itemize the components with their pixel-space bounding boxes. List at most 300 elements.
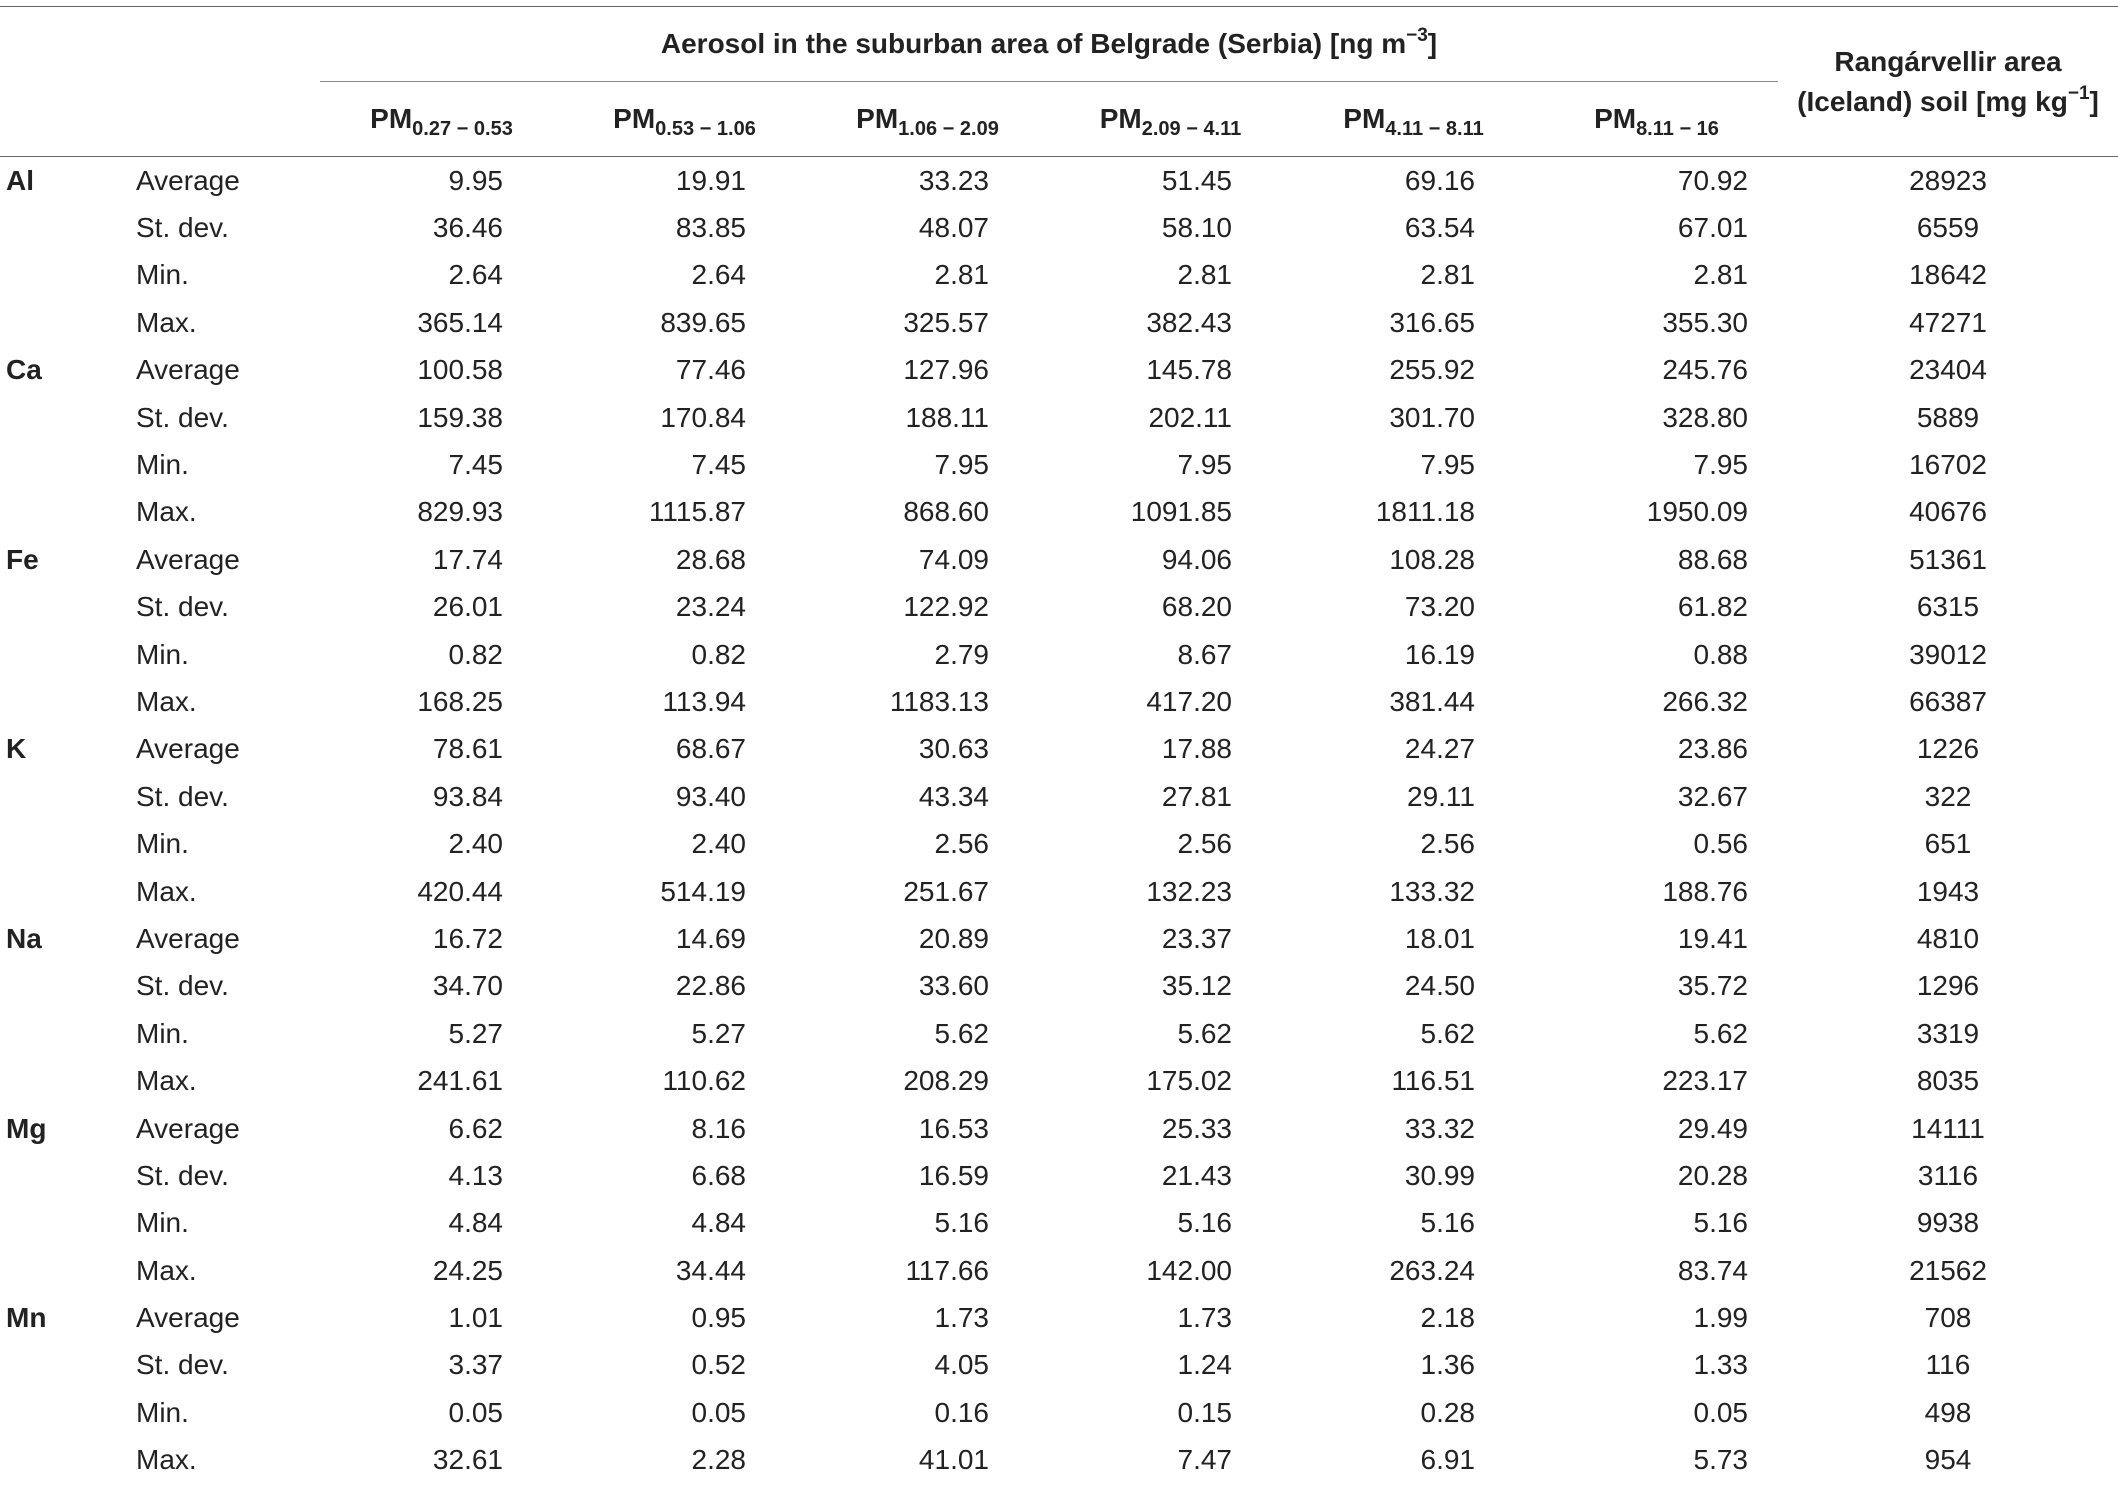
table-row [0, 1437, 2118, 1484]
statistic-label: Max. [136, 875, 197, 907]
pm-value-cell: 26.01 [432, 591, 503, 623]
table-row [0, 299, 2118, 346]
pm-value-cell: 18.01 [1404, 922, 1475, 954]
iceland-value-cell: 18642 [1909, 259, 1987, 291]
pm-value-cell: 0.15 [1177, 1396, 1232, 1428]
iceland-value-cell: 651 [1924, 828, 1972, 860]
iceland-value-cell: 1226 [1916, 733, 1980, 765]
table-row [0, 1294, 2118, 1341]
pm-value-cell: 22.86 [675, 970, 746, 1002]
pm-value-cell: 78.61 [432, 733, 503, 765]
statistic-label: Average [136, 543, 240, 575]
pm-value-cell: 33.60 [918, 970, 989, 1002]
statistic-label: St. dev. [136, 401, 229, 433]
pm-value-cell: 381.44 [1389, 685, 1475, 717]
pm-size-range: 8.11 − 16 [1636, 118, 1719, 140]
table-row [0, 963, 2118, 1010]
aerosol-unit-exponent: −3 [1406, 25, 1428, 46]
pm-value-cell: 30.99 [1404, 1159, 1475, 1191]
pm-value-cell: 16.19 [1404, 638, 1475, 670]
pm-value-cell: 0.95 [691, 1302, 746, 1334]
iceland-value-cell: 39012 [1909, 638, 1987, 670]
pm-value-cell: 0.52 [691, 1349, 746, 1381]
pm-value-cell: 17.74 [432, 543, 503, 575]
element-symbol [0, 1389, 130, 1436]
pm-value-cell: 255.92 [1389, 354, 1475, 386]
pm-value-cell: 93.84 [432, 780, 503, 812]
table-row [0, 1389, 2118, 1436]
element-symbol [0, 820, 130, 867]
element-symbol [0, 1057, 130, 1104]
aerosol-title-close: ] [1427, 28, 1438, 59]
pm-value-cell: 16.72 [432, 922, 503, 954]
element-symbol: Al [6, 164, 34, 196]
element-symbol [0, 773, 130, 820]
element-symbol [0, 584, 130, 631]
statistic-label: Max. [136, 1065, 197, 1097]
pm-value-cell: 83.74 [1677, 1254, 1748, 1286]
pm-value-cell: 7.95 [1420, 449, 1475, 481]
pm-value-cell: 839.65 [660, 306, 746, 338]
pm-value-cell: 266.32 [1662, 685, 1748, 717]
statistic-label: Min. [136, 449, 189, 481]
pm-value-cell: 0.05 [448, 1396, 503, 1428]
pm-value-cell: 208.29 [903, 1065, 989, 1097]
element-symbol [0, 1437, 130, 1484]
pm-value-cell: 1.99 [1693, 1302, 1748, 1334]
pm-size-range: 0.27 − 0.53 [412, 118, 513, 140]
iceland-value-cell: 4810 [1916, 922, 1980, 954]
statistic-label: St. dev. [136, 212, 229, 244]
pm-value-cell: 100.58 [417, 354, 503, 386]
iceland-value-cell: 28923 [1909, 164, 1987, 196]
pm-value-cell: 2.81 [1177, 259, 1232, 291]
element-symbol [0, 1342, 130, 1389]
pm-value-cell: 48.07 [918, 212, 989, 244]
pm-value-cell: 24.50 [1404, 970, 1475, 1002]
pm-value-cell: 94.06 [1161, 543, 1232, 575]
pm-value-cell: 328.80 [1662, 401, 1748, 433]
element-symbol: Mn [6, 1302, 47, 1334]
element-symbol [0, 1200, 130, 1247]
iceland-value-cell: 3116 [1917, 1159, 1979, 1191]
pm-value-cell: 4.84 [691, 1207, 746, 1239]
table-row [0, 347, 2118, 394]
pm-value-cell: 35.12 [1161, 970, 1232, 1002]
statistic-label: St. dev. [136, 591, 229, 623]
table-body [0, 157, 2118, 1484]
iceland-value-cell: 66387 [1909, 685, 1987, 717]
pm-value-cell: 23.24 [675, 591, 746, 623]
pm-value-cell: 7.95 [934, 449, 989, 481]
aerosol-title: Aerosol in the suburban area of Belgrade (Serbia) [ng m [660, 28, 1407, 59]
header-blank-stat-2 [130, 82, 320, 157]
statistic-label: Average [136, 922, 240, 954]
pm-value-cell: 0.16 [934, 1396, 989, 1428]
iceland-header-close: ] [2089, 85, 2099, 117]
element-symbol: K [6, 733, 27, 765]
pm-header-5 [1535, 82, 1778, 157]
pm-value-cell: 4.84 [448, 1207, 503, 1239]
pm-value-cell: 51.45 [1161, 164, 1232, 196]
pm-prefix: PM [1343, 103, 1386, 134]
pm-value-cell: 14.69 [675, 922, 746, 954]
pm-value-cell: 7.45 [448, 449, 503, 481]
iceland-value-cell: 23404 [1909, 354, 1987, 386]
pm-value-cell: 6.62 [448, 1112, 503, 1144]
pm-value-cell: 116.51 [1391, 1065, 1475, 1097]
pm-value-cell: 241.61 [417, 1065, 503, 1097]
pm-prefix: PM [370, 103, 413, 134]
pm-value-cell: 1.73 [1177, 1302, 1232, 1334]
pm-value-cell: 188.11 [905, 401, 989, 433]
iceland-value-cell: 21562 [1909, 1254, 1987, 1286]
pm-size-range: 1.06 − 2.09 [898, 118, 999, 140]
iceland-value-cell: 954 [1924, 1444, 1972, 1476]
pm-value-cell: 5.16 [1420, 1207, 1475, 1239]
pm-value-cell: 325.57 [903, 306, 989, 338]
pm-value-cell: 93.40 [675, 780, 746, 812]
statistic-label: Min. [136, 259, 189, 291]
pm-value-cell: 145.78 [1146, 354, 1232, 386]
table-row [0, 1010, 2118, 1057]
table-row [0, 1057, 2118, 1104]
pm-value-cell: 0.56 [1693, 828, 1748, 860]
pm-value-cell: 316.65 [1389, 306, 1475, 338]
table-row [0, 631, 2118, 678]
pm-value-cell: 2.64 [448, 259, 503, 291]
statistic-label: Average [136, 354, 240, 386]
iceland-value-cell: 47271 [1909, 306, 1987, 338]
pm-value-cell: 117.66 [905, 1254, 989, 1286]
header-blank-element-2 [0, 82, 130, 157]
pm-value-cell: 17.88 [1161, 733, 1232, 765]
pm-value-cell: 67.01 [1677, 212, 1748, 244]
table-row [0, 252, 2118, 299]
pm-value-cell: 0.05 [1693, 1396, 1748, 1428]
iceland-value-cell: 9938 [1916, 1207, 1980, 1239]
pm-value-cell: 382.43 [1146, 306, 1232, 338]
pm-value-cell: 58.10 [1161, 212, 1232, 244]
table-row [0, 773, 2118, 820]
statistic-label: Min. [136, 638, 189, 670]
statistic-label: St. dev. [136, 1159, 229, 1191]
pm-value-cell: 4.05 [934, 1349, 989, 1381]
table-header [0, 7, 2118, 157]
pm-value-cell: 5.62 [1177, 1017, 1232, 1049]
pm-value-cell: 69.16 [1404, 164, 1475, 196]
pm-value-cell: 122.92 [903, 591, 989, 623]
pm-value-cell: 1950.09 [1646, 496, 1748, 528]
iceland-value-cell: 16702 [1909, 449, 1987, 481]
pm-value-cell: 25.33 [1161, 1112, 1232, 1144]
pm-size-range: 0.53 − 1.06 [655, 118, 756, 140]
pm-value-cell: 41.01 [918, 1444, 989, 1476]
statistic-label: Average [136, 1112, 240, 1144]
element-symbol [0, 1010, 130, 1057]
pm-value-cell: 36.46 [432, 212, 503, 244]
table-row [0, 820, 2118, 867]
pm-value-cell: 34.70 [432, 970, 503, 1002]
pm-value-cell: 132.23 [1146, 875, 1232, 907]
iceland-value-cell: 1943 [1916, 875, 1980, 907]
pm-value-cell: 202.11 [1148, 401, 1232, 433]
pm-value-cell: 2.40 [448, 828, 503, 860]
pm-value-cell: 829.93 [417, 496, 503, 528]
pm-value-cell: 113.94 [662, 685, 746, 717]
pm-value-cell: 73.20 [1404, 591, 1475, 623]
pm-value-cell: 133.32 [1389, 875, 1475, 907]
element-symbol [0, 678, 130, 725]
statistic-label: St. dev. [136, 970, 229, 1002]
element-symbol [0, 204, 130, 251]
statistic-label: Max. [136, 1444, 197, 1476]
pm-value-cell: 514.19 [660, 875, 746, 907]
table-row [0, 1342, 2118, 1389]
statistic-label: Min. [136, 1396, 189, 1428]
pm-header-0 [320, 82, 563, 157]
pm-prefix: PM [1099, 103, 1142, 134]
pm-value-cell: 223.17 [1662, 1065, 1748, 1097]
iceland-value-cell: 116 [1925, 1349, 1971, 1381]
statistic-label: St. dev. [136, 780, 229, 812]
pm-value-cell: 74.09 [918, 543, 989, 575]
pm-value-cell: 19.41 [1677, 922, 1748, 954]
pm-value-cell: 0.82 [448, 638, 503, 670]
pm-value-cell: 77.46 [675, 354, 746, 386]
pm-value-cell: 2.64 [691, 259, 746, 291]
pm-value-cell: 43.34 [918, 780, 989, 812]
table-row [0, 204, 2118, 251]
element-symbol: Mg [6, 1112, 47, 1144]
pm-value-cell: 251.67 [903, 875, 989, 907]
table-row [0, 157, 2118, 205]
pm-value-cell: 20.28 [1677, 1159, 1748, 1191]
pm-value-cell: 2.56 [1177, 828, 1232, 860]
pm-value-cell: 5.62 [934, 1017, 989, 1049]
statistic-label: Average [136, 164, 240, 196]
pm-value-cell: 1.36 [1420, 1349, 1475, 1381]
pm-value-cell: 19.91 [675, 164, 746, 196]
header-blank-element [0, 7, 130, 82]
pm-prefix: PM [1594, 103, 1637, 134]
statistic-label: Max. [136, 685, 197, 717]
pm-value-cell: 5.27 [691, 1017, 746, 1049]
pm-value-cell: 23.37 [1161, 922, 1232, 954]
pm-value-cell: 7.95 [1177, 449, 1232, 481]
pm-value-cell: 68.20 [1161, 591, 1232, 623]
iceland-soil-header [1778, 7, 2118, 157]
element-symbol: Ca [6, 354, 42, 386]
pm-value-cell: 1091.85 [1130, 496, 1232, 528]
pm-value-cell: 8.16 [691, 1112, 746, 1144]
element-symbol [0, 631, 130, 678]
table-row [0, 394, 2118, 441]
pm-value-cell: 6.91 [1420, 1444, 1475, 1476]
pm-value-cell: 0.82 [691, 638, 746, 670]
pm-value-cell: 5.16 [1177, 1207, 1232, 1239]
iceland-value-cell: 8035 [1916, 1065, 1980, 1097]
pm-value-cell: 108.28 [1389, 543, 1475, 575]
iceland-value-cell: 5889 [1916, 401, 1980, 433]
pm-value-cell: 70.92 [1677, 164, 1748, 196]
iceland-unit-exponent: −1 [2067, 82, 2090, 104]
element-symbol: Na [6, 922, 42, 954]
element-symbol [0, 299, 130, 346]
pm-size-range: 4.11 − 8.11 [1385, 118, 1484, 140]
pm-header-2 [806, 82, 1049, 157]
table-row [0, 1247, 2118, 1294]
pm-value-cell: 68.67 [675, 733, 746, 765]
pm-size-range: 2.09 − 4.11 [1141, 118, 1242, 140]
pm-value-cell: 168.25 [417, 685, 503, 717]
iceland-value-cell: 708 [1924, 1302, 1972, 1334]
iceland-value-cell: 498 [1924, 1396, 1972, 1428]
pm-header-1 [563, 82, 806, 157]
statistic-label: Average [136, 1302, 240, 1334]
element-symbol [0, 868, 130, 915]
pm-value-cell: 63.54 [1404, 212, 1475, 244]
pm-value-cell: 29.49 [1677, 1112, 1748, 1144]
pm-prefix: PM [856, 103, 899, 134]
pm-value-cell: 868.60 [903, 496, 989, 528]
table-row [0, 726, 2118, 773]
pm-value-cell: 1115.87 [648, 496, 746, 528]
pm-value-cell: 20.89 [918, 922, 989, 954]
pm-value-cell: 301.70 [1389, 401, 1475, 433]
pm-value-cell: 5.62 [1420, 1017, 1475, 1049]
pm-value-cell: 7.47 [1177, 1444, 1232, 1476]
pm-value-cell: 420.44 [417, 875, 503, 907]
table-row [0, 489, 2118, 536]
pm-prefix: PM [613, 103, 656, 134]
pm-value-cell: 2.81 [1420, 259, 1475, 291]
element-symbol [0, 489, 130, 536]
table-row [0, 1152, 2118, 1199]
iceland-header-line1: Rangárvellir area [1834, 45, 2062, 77]
pm-value-cell: 110.62 [662, 1065, 746, 1097]
element-symbol [0, 252, 130, 299]
pm-value-cell: 142.00 [1146, 1254, 1232, 1286]
pm-value-cell: 127.96 [903, 354, 989, 386]
pm-value-cell: 3.37 [448, 1349, 503, 1381]
pm-value-cell: 0.28 [1420, 1396, 1475, 1428]
iceland-value-cell: 14111 [1911, 1112, 1985, 1144]
table-row [0, 1200, 2118, 1247]
pm-value-cell: 23.86 [1677, 733, 1748, 765]
table-row [0, 1105, 2118, 1152]
element-symbol: Fe [6, 543, 39, 575]
statistic-label: Max. [136, 496, 197, 528]
pm-value-cell: 263.24 [1389, 1254, 1475, 1286]
pm-value-cell: 188.76 [1662, 875, 1748, 907]
pm-value-cell: 355.30 [1662, 306, 1748, 338]
pm-value-cell: 5.27 [448, 1017, 503, 1049]
table-row [0, 915, 2118, 962]
statistic-label: Max. [136, 1254, 197, 1286]
pm-value-cell: 5.16 [934, 1207, 989, 1239]
pm-value-cell: 1811.18 [1375, 496, 1475, 528]
pm-value-cell: 1.73 [934, 1302, 989, 1334]
pm-value-cell: 32.61 [432, 1444, 503, 1476]
statistic-label: Min. [136, 828, 189, 860]
pm-value-cell: 1183.13 [889, 685, 989, 717]
pm-value-cell: 83.85 [675, 212, 746, 244]
iceland-value-cell: 3319 [1916, 1017, 1980, 1049]
pm-value-cell: 29.11 [1407, 780, 1475, 812]
table-row [0, 868, 2118, 915]
pm-value-cell: 417.20 [1146, 685, 1232, 717]
pm-value-cell: 33.32 [1404, 1112, 1475, 1144]
pm-value-cell: 61.82 [1677, 591, 1748, 623]
pm-value-cell: 2.56 [934, 828, 989, 860]
table-row [0, 536, 2118, 583]
iceland-value-cell: 322 [1924, 780, 1972, 812]
element-symbol [0, 394, 130, 441]
pm-value-cell: 365.14 [417, 306, 503, 338]
element-concentration-table [0, 6, 2118, 1484]
statistic-label: Min. [136, 1017, 189, 1049]
pm-value-cell: 9.95 [448, 164, 503, 196]
pm-value-cell: 8.67 [1177, 638, 1232, 670]
pm-value-cell: 245.76 [1662, 354, 1748, 386]
pm-value-cell: 170.84 [660, 401, 746, 433]
pm-value-cell: 2.56 [1420, 828, 1475, 860]
element-symbol [0, 1247, 130, 1294]
pm-value-cell: 24.25 [432, 1254, 503, 1286]
pm-value-cell: 5.16 [1693, 1207, 1748, 1239]
element-symbol [0, 963, 130, 1010]
pm-value-cell: 2.18 [1420, 1302, 1475, 1334]
header-blank-stat [130, 7, 320, 82]
pm-value-cell: 88.68 [1677, 543, 1748, 575]
iceland-value-cell: 40676 [1909, 496, 1987, 528]
pm-value-cell: 16.59 [918, 1159, 989, 1191]
pm-value-cell: 0.05 [691, 1396, 746, 1428]
pm-value-cell: 28.68 [675, 543, 746, 575]
pm-value-cell: 2.81 [934, 259, 989, 291]
pm-value-cell: 35.72 [1677, 970, 1748, 1002]
iceland-value-cell: 6559 [1916, 212, 1980, 244]
table-row [0, 441, 2118, 488]
pm-value-cell: 24.27 [1404, 733, 1475, 765]
pm-value-cell: 0.88 [1693, 638, 1748, 670]
pm-value-cell: 16.53 [918, 1112, 989, 1144]
pm-value-cell: 1.33 [1693, 1349, 1748, 1381]
pm-header-3 [1049, 82, 1292, 157]
iceland-value-cell: 1296 [1916, 970, 1980, 1002]
pm-value-cell: 2.79 [934, 638, 989, 670]
pm-value-cell: 1.24 [1177, 1349, 1232, 1381]
statistic-label: St. dev. [136, 1349, 229, 1381]
pm-value-cell: 27.81 [1161, 780, 1232, 812]
table-row [0, 678, 2118, 725]
element-symbol [0, 1152, 130, 1199]
pm-value-cell: 2.28 [691, 1444, 746, 1476]
statistic-label: Max. [136, 306, 197, 338]
iceland-value-cell: 6315 [1916, 591, 1980, 623]
pm-value-cell: 33.23 [918, 164, 989, 196]
pm-value-cell: 21.43 [1161, 1159, 1232, 1191]
pm-value-cell: 7.45 [691, 449, 746, 481]
element-symbol [0, 441, 130, 488]
statistic-label: Average [136, 733, 240, 765]
aerosol-group-header [320, 7, 1778, 82]
pm-value-cell: 7.95 [1693, 449, 1748, 481]
pm-value-cell: 2.40 [691, 828, 746, 860]
pm-header-4 [1292, 82, 1535, 157]
pm-value-cell: 175.02 [1146, 1065, 1232, 1097]
